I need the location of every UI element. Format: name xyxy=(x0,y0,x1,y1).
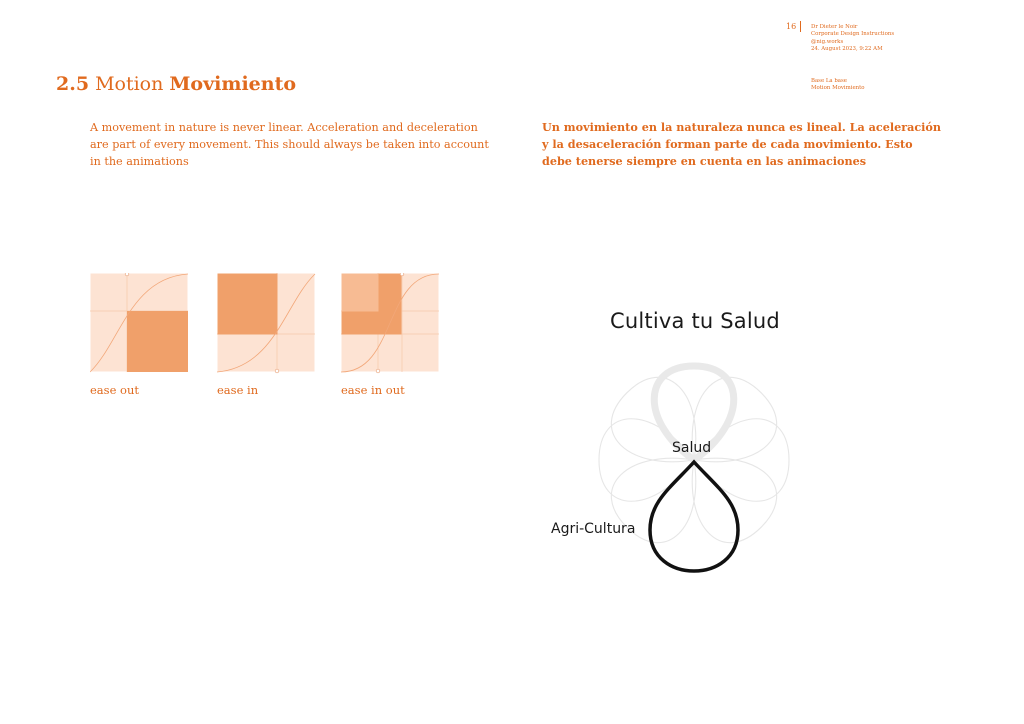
page-number-divider xyxy=(800,21,801,32)
breadcrumb-motion: Motion Movimiento xyxy=(811,85,865,92)
meta-author: Dr Dieter le Noir xyxy=(811,24,858,30)
title-es: Movimiento xyxy=(169,73,297,95)
ease-in-out-diagram xyxy=(341,273,439,373)
meta-handle: @nig.works xyxy=(811,38,844,45)
intro-text-en: A movement in nature is never linear. Acceleration and deceleration are part of every movement. This should always be taken into account in the animations xyxy=(90,121,489,168)
page-number: 16 xyxy=(786,22,797,31)
meta-document: Corporate Design Instructions xyxy=(811,31,895,38)
meta-date: 24. August 2023, 9:22 AM xyxy=(811,45,883,52)
ease-out-label: ease out xyxy=(90,383,139,397)
ease-in-square xyxy=(218,274,278,335)
ease-out-diagram xyxy=(90,273,188,372)
ease-in-out-square-inner xyxy=(342,274,379,312)
ease-in-diagram xyxy=(217,273,315,373)
ease-out-square xyxy=(127,311,188,372)
logo-label-salud: Salud xyxy=(672,440,712,456)
section-breadcrumb xyxy=(811,78,865,93)
section-number: 2.5 xyxy=(56,73,90,95)
intro-text-es: Un movimiento en la naturaleza nunca es lineal. La aceleración y la desaceleración forman parte de cada movimiento. Esto debe tenerse siempre en cuenta en las animaciones xyxy=(542,120,941,168)
page-title xyxy=(56,73,296,95)
document-meta xyxy=(811,24,894,53)
logo-title: Cultiva tu Salud xyxy=(610,309,780,333)
ease-in-label: ease in xyxy=(217,383,259,397)
title-en: Motion xyxy=(95,73,164,95)
easing-diagrams xyxy=(90,273,440,375)
drop-shape xyxy=(650,462,738,571)
logo-label-agricultura: Agri-Cultura xyxy=(551,521,636,537)
breadcrumb-base: Base La base xyxy=(811,78,847,84)
logo-flower xyxy=(580,360,810,580)
ease-in-out-label: ease in out xyxy=(341,383,405,397)
